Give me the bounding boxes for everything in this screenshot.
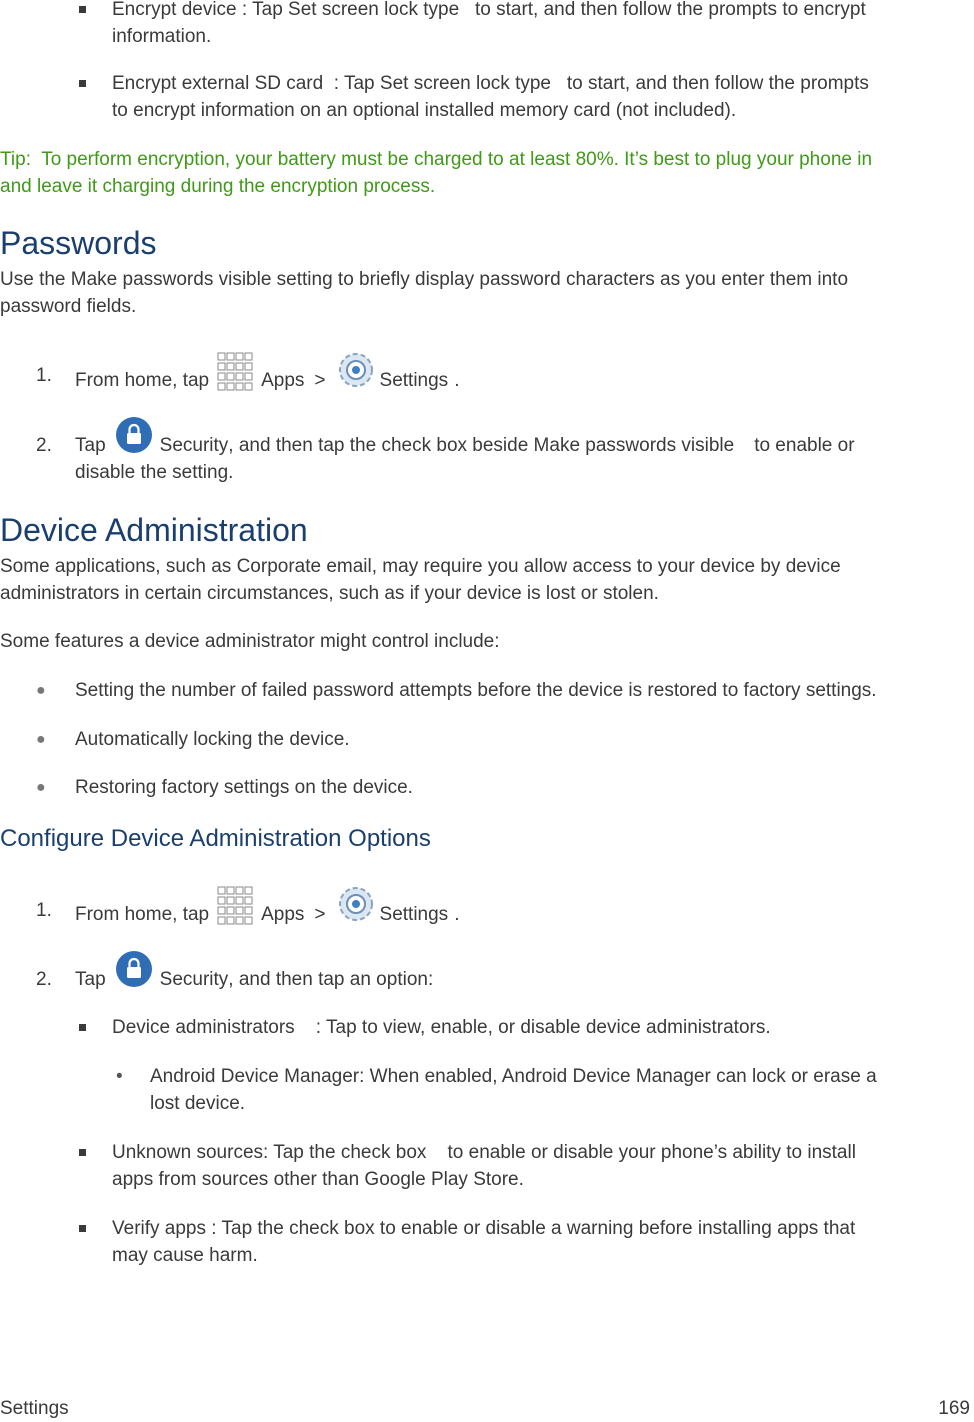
configure-step-1: From home, tap Apps > Settings . [75,878,459,928]
device-admin-intro: Some applications, such as Corporate email, may require you allow access to your device by device administrators in certain circumstances, such as if your device is lost or stolen. [0,556,841,604]
option-unknown-sources: Unknown sources: Tap the check box to enable or disable your phone’s ability to install apps from sources other than Google Play Store. [112,1142,856,1190]
square-bullet-icon [79,1024,86,1031]
settings-gear-icon [336,884,376,924]
passwords-step-2: Tap Security , and then tap the check box beside Make passwords visible to enable or disable the setting. [75,414,965,486]
round-bullet-icon: ● [36,731,46,748]
section-heading-passwords: Passwords [0,225,157,261]
round-bullet-icon: ● [36,779,46,796]
sub-bullet-icon: • [116,1066,123,1087]
tip-note: Tip: To perform encryption, your battery must be charged to at least 80%. It’s best to plug your phone in and leave it charging during the encryption process. [0,149,873,197]
step-number: 2. [36,969,52,990]
option-verify-apps: Verify apps : Tap the check box to enable or disable a warning before installing apps that may cause harm. [112,1218,856,1266]
apps-grid-icon [217,352,255,392]
square-bullet-icon [79,6,86,13]
square-bullet-icon [79,80,86,87]
passwords-intro: Use the Make passwords visible setting to briefly display password characters as you enter them into password fields. [0,269,849,317]
features-intro: Some features a device administrator might control include: [0,631,500,652]
step-number: 1. [36,900,52,921]
configure-step-2: Tap Security , and then tap an option: [75,948,433,993]
step-number: 2. [36,435,52,456]
round-bullet-icon: ● [36,682,46,699]
lock-icon [114,415,154,455]
passwords-step-1: From home, tap Apps > Settings . [75,344,459,394]
square-bullet-icon [79,1225,86,1232]
apps-grid-icon [217,886,255,926]
list-item-encrypt-sd: Encrypt external SD card : Tap Set screen lock type to start, and then follow the prompts to encrypt information on an optional installed memory card (not included). [112,73,869,121]
sub-item-android-device-manager: Android Device Manager: When enabled, Android Device Manager can lock or erase a lost device. [150,1066,877,1114]
option-device-administrators: Device administrators : Tap to view, enable, or disable device administrators. [112,1017,771,1038]
footer-section-name: Settings [0,1398,69,1419]
list-item: Restoring factory settings on the device. [75,777,413,798]
footer-page-number: 169 [938,1398,970,1419]
settings-gear-icon [336,350,376,390]
step-number: 1. [36,365,52,386]
section-heading-device-administration: Device Administration [0,512,308,548]
subsection-heading-configure: Configure Device Administration Options [0,825,431,852]
square-bullet-icon [79,1149,86,1156]
list-item: Automatically locking the device. [75,729,350,750]
lock-icon [114,949,154,989]
list-item: Setting the number of failed password attempts before the device is restored to factory settings. [75,680,877,701]
list-item-encrypt-device: Encrypt device : Tap Set screen lock type to start, and then follow the prompts to encrypt information. [112,0,866,47]
